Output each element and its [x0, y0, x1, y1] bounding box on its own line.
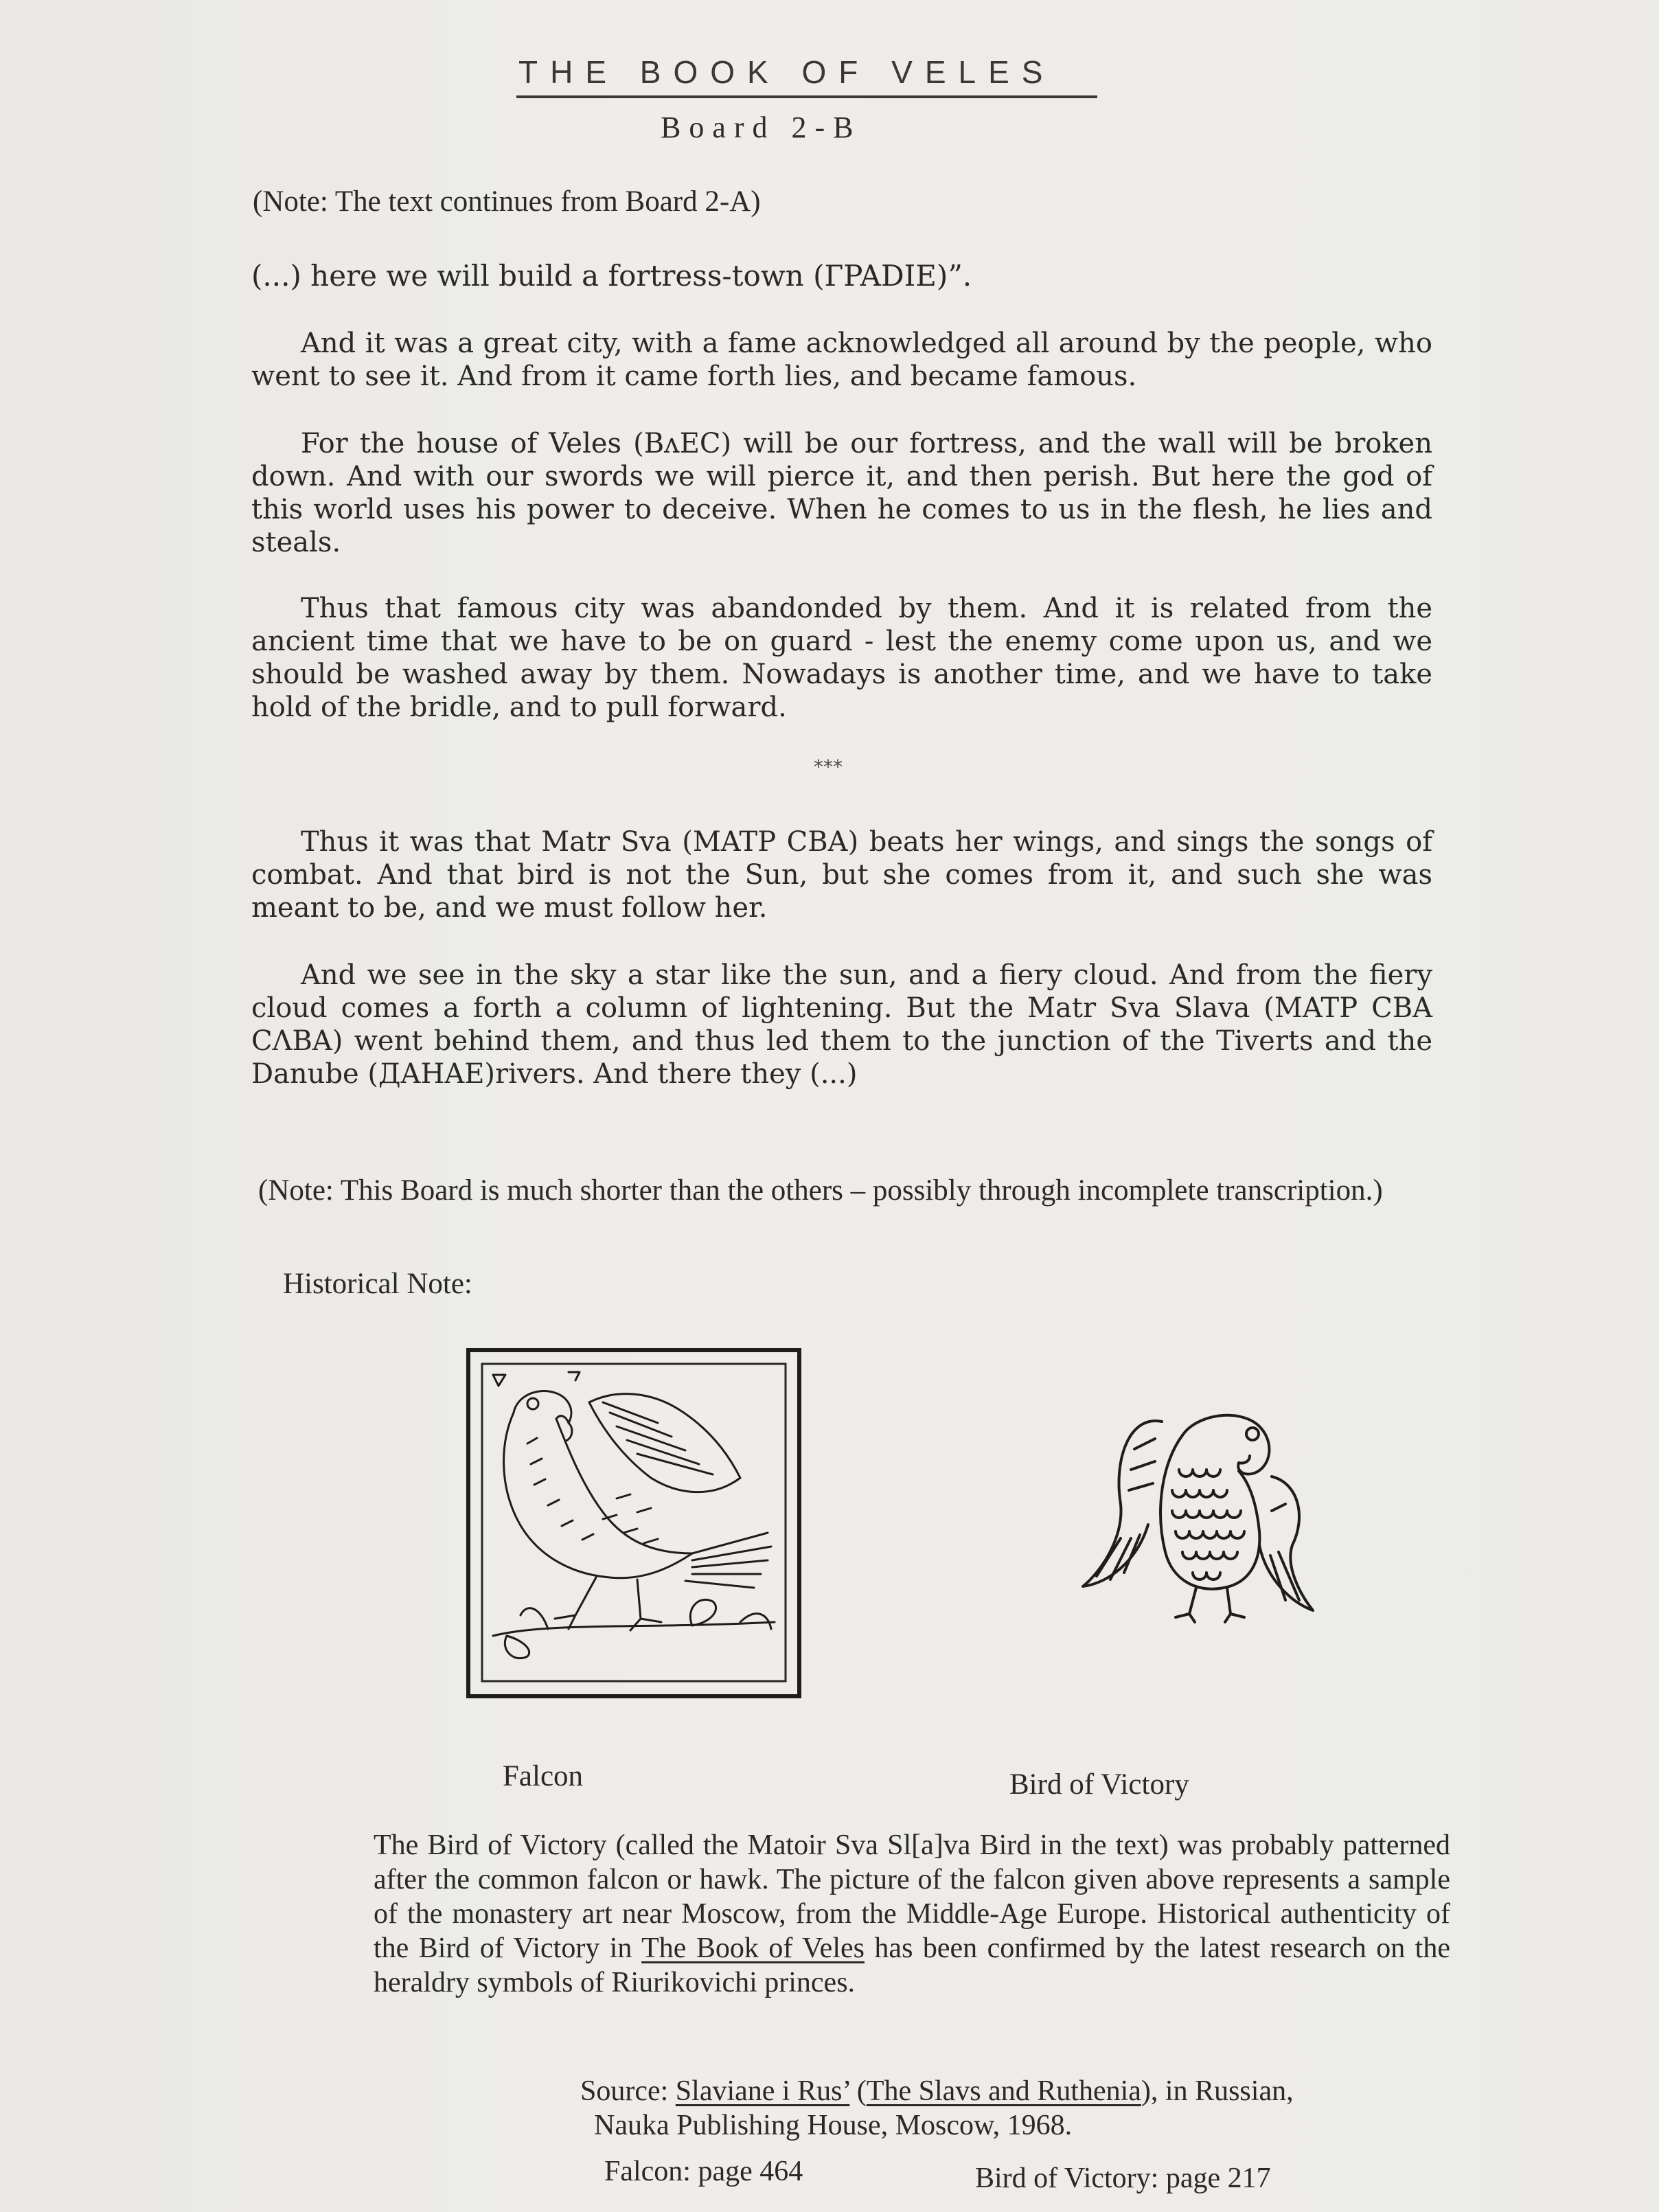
source-open-paren: (: [849, 2075, 867, 2107]
victory-page-ref: Bird of Victory: page 217: [975, 2163, 1271, 2194]
falcon-illustration: [466, 1347, 802, 1699]
description-text-1: The Bird of Victory (called the Matoir Sva Sl[a]va Bird in the text) was probably patterned after the common falcon or hawk. The picture of the falcon given above represents a sample of the monastery art near Moscow, from the Middle-Age Europe. Historical authenticity of the Bird of Victory in: [374, 1829, 1450, 1964]
paragraph-4: Thus that famous city was abandonded by them. And it is related from the ancient time that we have to be on guard - lest the enemy come upon us, and we should be washed away by them. Nowadays is another time, and we have to take hold of the bridle, and to pull forward.: [251, 593, 1432, 723]
historical-note-label: Historical Note:: [283, 1268, 472, 1300]
section-separator: ***: [814, 755, 843, 778]
bird-of-victory-illustration: [1079, 1408, 1320, 1641]
falcon-caption: Falcon: [503, 1760, 584, 1792]
paragraph-2: And it was a great city, with a fame acknowledged all around by the people, who went to see it. And from it came forth lies, and became famous.: [251, 328, 1432, 392]
source-language: ), in Russian,: [1141, 2075, 1294, 2107]
note-bottom: (Note: This Board is much shorter than the others – possibly through incomplete transcription.): [258, 1174, 1383, 1207]
source-line-2: Nauka Publishing House, Moscow, 1968.: [594, 2110, 1073, 2141]
paragraph-6: And we see in the sky a star like the sun, and a fiery cloud. And from the fiery cloud comes a forth a column of lightening. But the Matr Sva Slava (MATP CBA CɅBA) went behind them, and thus led them to the junction of the Tiverts and the Danube (ДAHAE)rivers. And there they (...): [251, 959, 1432, 1090]
page-title: THE BOOK OF VELES: [518, 54, 1055, 90]
description-text-2: has been confirmed by the latest research on the heraldry symbols of Riurikovichi princes.: [374, 1932, 1450, 1998]
title-underline: [516, 95, 1097, 98]
paragraph-5: Thus it was that Matr Sva (MATP CBA) beats her wings, and sings the songs of combat. And that bird is not the Sun, but she comes from it, and such she was meant to be, and we must follow her.: [251, 826, 1432, 924]
source-line-1: [580, 2074, 1459, 2108]
paragraph-1: (...) here we will build a fortress-town (ГPADIE)”.: [251, 259, 972, 293]
source-citation: [580, 2074, 1459, 2143]
book-title-reference: The Book of Veles: [641, 1932, 865, 1964]
source-title-english: The Slavs and Ruthenia: [866, 2075, 1141, 2107]
page-references: [604, 2155, 1449, 2194]
bird-of-victory-caption: Bird of Victory: [1009, 1768, 1189, 1801]
paragraph-3: For the house of Veles (BʌEC) will be our fortress, and the wall will be broken down. And with our swords we will pierce it, and then perish. But here the god of this world uses his power to deceive. When he comes to us in the flesh, he lies and steals.: [251, 428, 1432, 558]
source-title-russian: Slaviane i Rus’: [675, 2075, 850, 2107]
board-subtitle: Board 2-B: [661, 111, 862, 144]
note-top: (Note: The text continues from Board 2-A): [253, 185, 761, 218]
historical-description: [374, 1828, 1450, 2000]
falcon-page-ref: Falcon: page 464: [604, 2156, 803, 2187]
source-label: Source:: [580, 2075, 676, 2107]
